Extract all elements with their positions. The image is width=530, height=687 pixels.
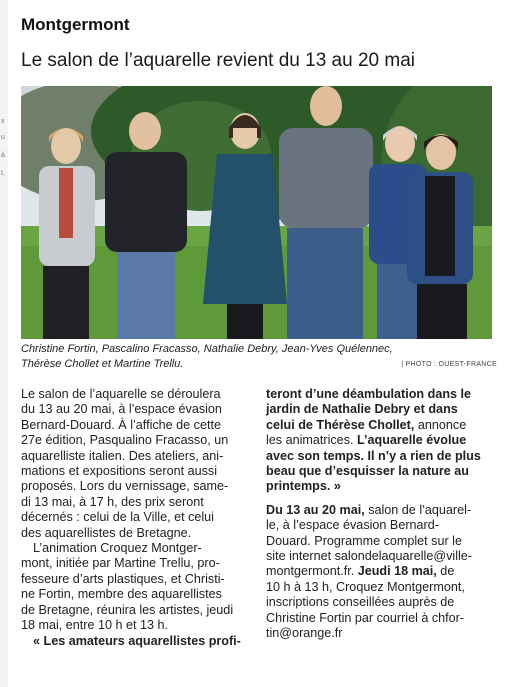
text-line: mont, initiée par Martine Trellu, pro-	[21, 556, 220, 571]
text-line: avec son temps. Il n’y a rien de plus	[266, 448, 481, 463]
text-line: Christine Fortin par courriel à chfor-	[266, 610, 465, 625]
text-line: de Bretagne, réunira les artistes, jeudi	[21, 602, 234, 617]
margin-mark: L	[1, 170, 5, 177]
text-fragment: annonce	[414, 417, 467, 432]
paragraph	[21, 387, 256, 541]
text-fragment: Jeudi 18 mai,	[357, 564, 437, 579]
article-column-right	[266, 387, 495, 642]
caption-line: Christine Fortin, Pascalino Fracasso, Nathalie Debry, Jean-Yves Quélennec,	[21, 343, 393, 355]
paragraph	[21, 541, 256, 633]
text-line: L’animation Croquez Montger-	[33, 541, 202, 556]
text-line: décernés : celui de la Ville, et celui	[21, 510, 214, 525]
paragraph	[266, 387, 495, 495]
text-line: teront d’une déambulation dans le	[266, 387, 472, 401]
text-line: « Les amateurs aquarellistes profi-	[33, 633, 241, 648]
margin-mark: à	[1, 152, 5, 159]
text-line: site internet salondelaquarelle@ville-	[266, 549, 473, 564]
text-line: celui de Thérèse Chollet,	[266, 417, 415, 432]
text-line: tin@orange.fr	[266, 626, 343, 641]
text-line: mations et expositions seront aussi	[21, 464, 218, 479]
text-line: des aquarellistes de Bretagne.	[21, 525, 192, 540]
text-line: Douard. Programme complet sur le	[266, 533, 462, 548]
margin-mark: x	[1, 118, 5, 125]
text-line: Le salon de l’aquarelle se déroulera	[21, 387, 221, 401]
text-line: le, à l’espace évasion Bernard-	[266, 518, 439, 533]
group-photo	[21, 86, 492, 339]
text-fragment: montgermont.fr.	[266, 564, 358, 579]
text-line: du 13 au 20 mai, à l’espace évasion	[21, 402, 222, 417]
margin-strip	[0, 0, 8, 687]
text-line: di 13 mai, à 17 h, des prix seront	[21, 494, 204, 509]
text-line: L’aquarelle évolue	[357, 433, 467, 448]
text-line: proposés. Lors du vernissage, same-	[21, 479, 229, 494]
margin-mark: u	[1, 134, 5, 141]
photo-caption	[21, 342, 497, 372]
text-fragment: Du 13 au 20 mai,	[266, 502, 365, 517]
caption-line	[21, 357, 497, 372]
text-line: jardin de Nathalie Debry et dans	[266, 402, 458, 417]
text-line: 18 mai, entre 10 h et 13 h.	[21, 618, 169, 633]
text-line: aquarelliste italien. Des ateliers, ani-	[21, 448, 224, 463]
text-line: 27e édition, Pasqualino Fracasso, un	[21, 433, 229, 448]
paragraph	[266, 503, 495, 642]
group-photo-illustration	[21, 86, 492, 339]
text-line: Bernard-Douard. À l’affiche de cette	[21, 417, 221, 432]
text-fragment: de	[436, 564, 455, 579]
article-column-left	[21, 387, 256, 649]
text-line: fesseure d’arts plastiques, et Christi-	[21, 571, 225, 586]
text-line: printemps. »	[266, 479, 341, 494]
caption-text: Thérèse Chollet et Martine Trellu.	[21, 358, 184, 370]
text-line: beau que d’esquisser la nature au	[266, 464, 469, 479]
town-name: Montgermont	[21, 15, 130, 34]
paragraph	[21, 634, 256, 649]
text-line: inscriptions conseillées auprès de	[266, 595, 455, 610]
text-line: 10 h à 13 h, Croquez Montgermont,	[266, 579, 465, 594]
text-fragment: les animatrices.	[266, 433, 357, 448]
photo-credit: | PHOTO : OUEST-FRANCE	[401, 361, 497, 368]
text-fragment: salon de l’aquarel-	[364, 502, 472, 517]
text-line: ne Fortin, membre des aquarellistes	[21, 587, 222, 602]
article-headline: Le salon de l’aquarelle revient du 13 au 20 mai	[21, 50, 415, 71]
